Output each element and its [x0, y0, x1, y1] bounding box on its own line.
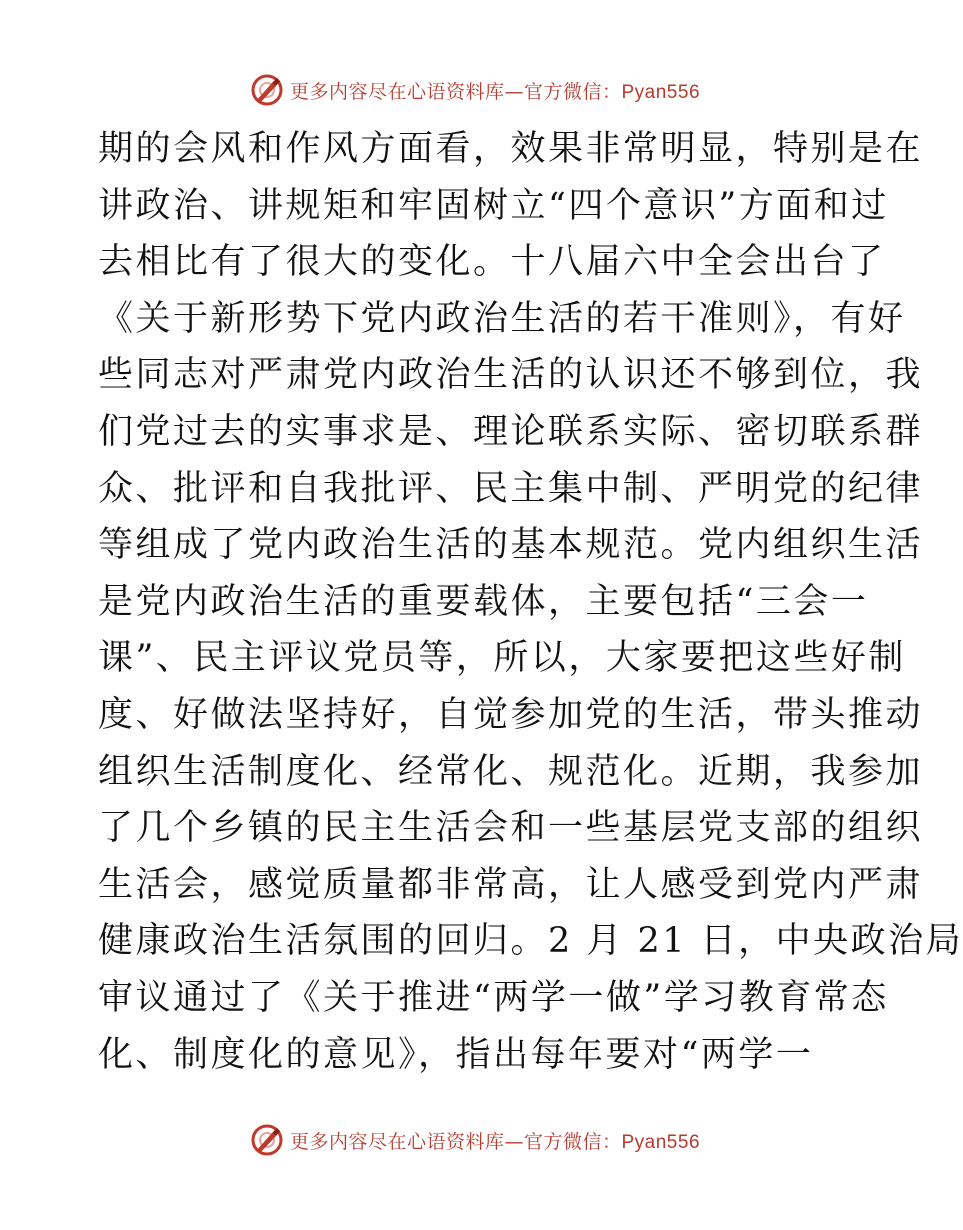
header-banner-wechat-id: Pyan556 [621, 81, 701, 103]
text-line: 等组成了党内政治生活的基本规范。党内组织生活 [98, 525, 924, 566]
text-line: 组织生活制度化、经常化、规范化。近期，我参加 [98, 751, 924, 792]
text-line: 是党内政治生活的重要载体，主要包括“三会一 [98, 581, 869, 622]
text-line: 期的会风和作风方面看，效果非常明显，特别是在 [98, 129, 924, 169]
text-line: 讲政治、讲规矩和牢固树立“四个意识”方面和过 [98, 185, 889, 226]
header-banner [0, 70, 950, 110]
pen-logo-icon [250, 73, 284, 107]
pen-logo-icon [250, 1123, 284, 1157]
text-line: 了几个乡镇的民主生活会和一些基层党支部的组织 [98, 808, 924, 849]
text-line: 去相比有了很大的变化。十八届六中全会出台了 [98, 242, 886, 283]
document-body [98, 121, 963, 1083]
text-line: 审议通过了《关于推进“两学一做”学习教育常态 [98, 977, 889, 1018]
footer-banner-text [290, 1127, 700, 1154]
footer-banner-cn: 更多内容尽在心语资料库—官方微信： [289, 1130, 622, 1153]
footer-banner [0, 1120, 950, 1160]
text-line: 些同志对严肃党内政治生活的认识还不够到位，我 [98, 355, 924, 396]
text-line: 生活会，感觉质量都非常高，让人感受到党内严肃 [98, 864, 924, 905]
text-line: 《关于新形势下党内政治生活的若干准则》，有好 [98, 298, 906, 339]
text-line: 课”、民主评议党员等，所以，大家要把这些好制 [98, 638, 906, 679]
text-line: 众、批评和自我批评、民主集中制、严明党的纪律 [98, 468, 924, 509]
text-line: 度、好做法坚持好，自觉参加党的生活，带头推动 [98, 694, 924, 735]
header-banner-text [290, 77, 700, 104]
text-line: 化、制度化的意见》，指出每年要对“两学一 [98, 1034, 814, 1075]
footer-banner-wechat-id: Pyan556 [621, 1131, 701, 1153]
header-banner-cn: 更多内容尽在心语资料库—官方微信： [289, 80, 622, 103]
text-line: 健康政治生活氛围的回归。2 月 21 日，中央政治局 [98, 921, 963, 962]
text-line: 们党过去的实事求是、理论联系实际、密切联系群 [98, 411, 924, 452]
